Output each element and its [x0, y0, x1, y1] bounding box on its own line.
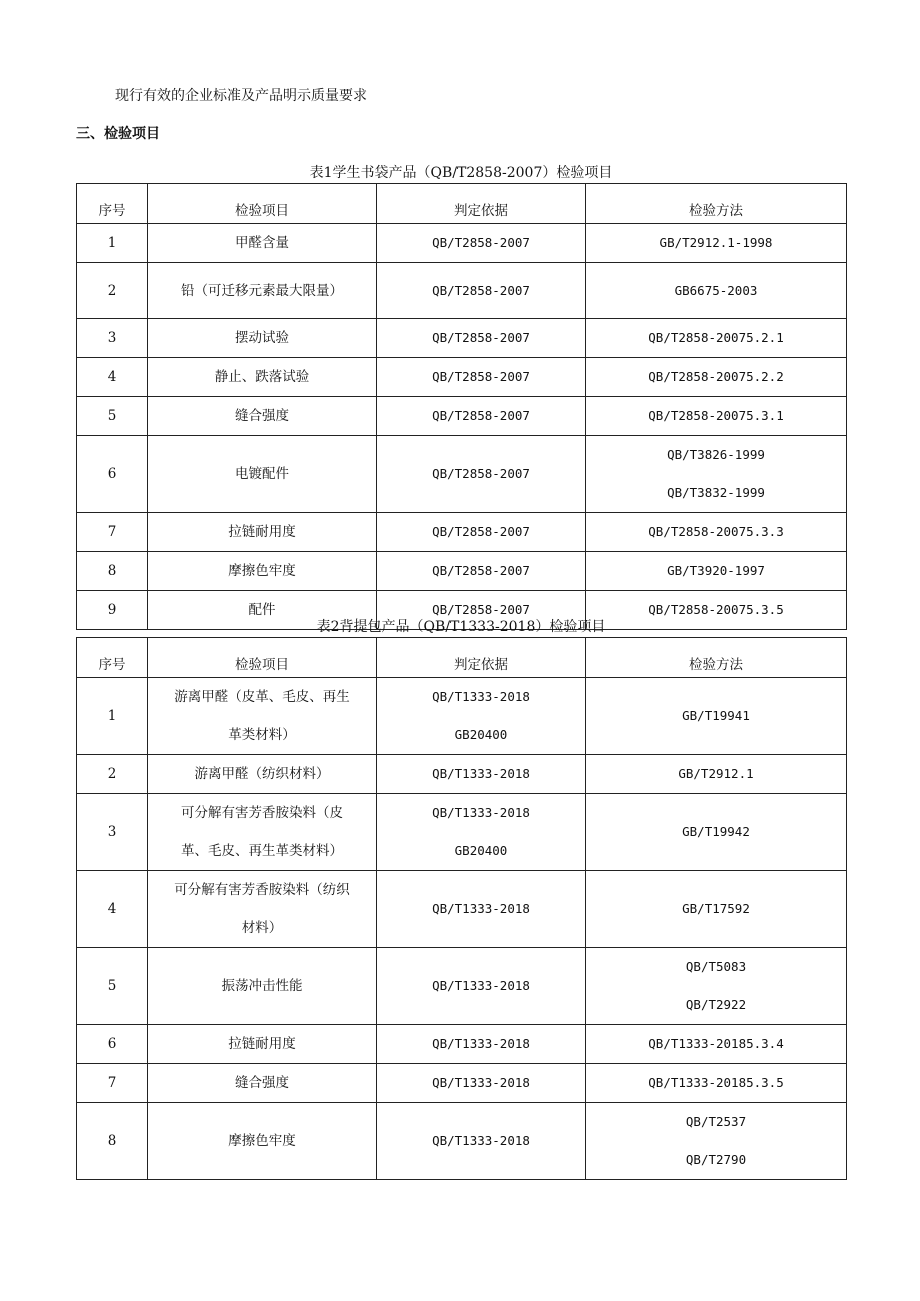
table2-header-item: 检验项目	[148, 638, 377, 678]
cell-method-line: QB/T3826-1999	[667, 447, 765, 462]
table-row	[77, 755, 847, 794]
cell-method	[586, 224, 847, 263]
cell-no-line: 4	[107, 369, 117, 385]
table2-header-method: 检验方法	[586, 638, 847, 678]
table-row	[77, 948, 847, 1025]
cell-basis	[377, 1064, 586, 1103]
cell-method-line: GB/T19942	[682, 824, 750, 839]
table1-header-row	[77, 184, 847, 224]
cell-method	[586, 1103, 847, 1180]
cell-item-line: 缝合强度	[235, 408, 289, 424]
table-row	[77, 263, 847, 319]
cell-no	[77, 552, 148, 591]
cell-method	[586, 794, 847, 871]
table2-caption: 表2背提包产品（QB/T1333-2018）检验项目	[316, 619, 606, 635]
cell-basis	[377, 224, 586, 263]
cell-item-line: 电镀配件	[235, 466, 289, 482]
cell-item	[148, 224, 377, 263]
cell-item-line: 摆动试验	[235, 330, 289, 346]
cell-method-line: QB/T1333-20185.3.5	[648, 1075, 784, 1090]
cell-no-line: 4	[107, 901, 117, 917]
cell-no	[77, 871, 148, 948]
cell-item-line: 铅（可迁移元素最大限量）	[181, 282, 343, 299]
cell-basis-line: QB/T1333-2018	[432, 766, 530, 781]
cell-no	[77, 319, 148, 358]
cell-basis	[377, 436, 586, 513]
table-row	[77, 871, 847, 948]
cell-item-line: 革类材料）	[228, 727, 296, 743]
cell-item	[148, 436, 377, 513]
cell-method-line: GB/T19941	[682, 708, 750, 723]
cell-no	[77, 1103, 148, 1180]
cell-item	[148, 948, 377, 1025]
cell-no	[77, 1064, 148, 1103]
table2-header-no: 序号	[77, 638, 148, 678]
cell-no	[77, 397, 148, 436]
cell-basis	[377, 552, 586, 591]
cell-item-line: 游离甲醛（皮革、毛皮、再生	[174, 689, 350, 705]
cell-item	[148, 397, 377, 436]
cell-item	[148, 794, 377, 871]
cell-method	[586, 678, 847, 755]
cell-item	[148, 871, 377, 948]
cell-item	[148, 1064, 377, 1103]
cell-no-line: 7	[107, 524, 117, 540]
cell-method	[586, 948, 847, 1025]
cell-method	[586, 358, 847, 397]
cell-basis-line: QB/T2858-2007	[432, 330, 530, 345]
table1-header-basis: 判定依据	[377, 184, 586, 224]
cell-method	[586, 755, 847, 794]
cell-item-line: 可分解有害芳香胺染料（皮	[181, 805, 343, 821]
cell-basis-line: GB20400	[454, 843, 508, 858]
cell-method	[586, 397, 847, 436]
table1-caption: 表1学生书袋产品（QB/T2858-2007）检验项目	[309, 165, 613, 181]
cell-method-line: QB/T5083	[685, 959, 747, 974]
cell-basis-line: QB/T2858-2007	[432, 282, 530, 298]
cell-item	[148, 755, 377, 794]
cell-basis-line: QB/T2858-2007	[432, 602, 530, 617]
cell-method-line: GB6675-2003	[674, 282, 758, 298]
cell-basis	[377, 397, 586, 436]
cell-method	[586, 263, 847, 319]
cell-item-line: 摩擦色牢度	[228, 1133, 296, 1149]
cell-no	[77, 755, 148, 794]
cell-item-line: 振荡冲击性能	[221, 978, 303, 994]
table1-header-method: 检验方法	[586, 184, 847, 224]
cell-method-line: QB/T2858-20075.2.2	[648, 369, 784, 384]
table-row	[77, 319, 847, 358]
cell-basis-line: QB/T1333-2018	[432, 978, 530, 993]
cell-no-line: 1	[107, 235, 117, 251]
cell-item-line: 甲醛含量	[235, 235, 289, 251]
cell-no-line: 2	[107, 282, 117, 299]
cell-item	[148, 678, 377, 755]
cell-no-line: 6	[107, 1036, 117, 1052]
cell-no-line: 2	[107, 766, 117, 782]
cell-no-line: 8	[107, 1133, 117, 1149]
cell-item-line: 摩擦色牢度	[228, 563, 296, 579]
cell-method	[586, 513, 847, 552]
cell-item	[148, 552, 377, 591]
cell-method-line: QB/T3832-1999	[667, 485, 765, 500]
table-row	[77, 358, 847, 397]
cell-no	[77, 358, 148, 397]
cell-basis-line: QB/T2858-2007	[432, 408, 530, 423]
cell-item	[148, 1025, 377, 1064]
cell-method-line: QB/T2790	[685, 1152, 747, 1167]
cell-basis	[377, 755, 586, 794]
cell-basis	[377, 319, 586, 358]
cell-basis-line: QB/T2858-2007	[432, 563, 530, 578]
cell-item-line: 游离甲醛（纺织材料）	[194, 766, 330, 782]
cell-item-line: 配件	[248, 602, 276, 618]
table2	[76, 637, 847, 1180]
cell-method-line: GB/T3920-1997	[667, 563, 765, 578]
cell-method-line: QB/T2858-20075.2.1	[648, 330, 784, 345]
cell-no-line: 5	[107, 978, 117, 994]
cell-basis	[377, 263, 586, 319]
cell-no-line: 1	[107, 708, 117, 724]
cell-item-line: 材料）	[241, 920, 283, 936]
cell-item-line: 缝合强度	[235, 1075, 289, 1091]
cell-method-line: QB/T2922	[685, 997, 747, 1012]
cell-item	[148, 1103, 377, 1180]
table-row	[77, 1025, 847, 1064]
cell-item-line: 可分解有害芳香胺染料（纺织	[174, 882, 350, 898]
cell-basis-line: QB/T1333-2018	[432, 689, 530, 704]
cell-item-line: 革、毛皮、再生革类材料）	[181, 843, 343, 859]
table1	[76, 183, 847, 630]
table-row	[77, 436, 847, 513]
table-row	[77, 678, 847, 755]
cell-item	[148, 319, 377, 358]
cell-no	[77, 263, 148, 319]
cell-no	[77, 678, 148, 755]
cell-item	[148, 358, 377, 397]
cell-basis	[377, 1103, 586, 1180]
cell-basis	[377, 1025, 586, 1064]
cell-no	[77, 436, 148, 513]
cell-basis	[377, 513, 586, 552]
cell-basis-line: QB/T1333-2018	[432, 1075, 530, 1090]
cell-method	[586, 436, 847, 513]
cell-basis	[377, 678, 586, 755]
cell-basis-line: QB/T1333-2018	[432, 805, 530, 820]
cell-item	[148, 513, 377, 552]
cell-no-line: 7	[107, 1075, 117, 1091]
table-row	[77, 513, 847, 552]
cell-no	[77, 794, 148, 871]
section-title: 三、检验项目	[76, 126, 160, 142]
cell-basis-line: QB/T1333-2018	[432, 1036, 530, 1051]
cell-no-line: 3	[107, 824, 117, 840]
cell-no-line: 5	[107, 408, 117, 424]
cell-item-line: 拉链耐用度	[228, 524, 296, 540]
cell-method	[586, 871, 847, 948]
cell-basis-line: QB/T2858-2007	[432, 235, 530, 250]
cell-method	[586, 552, 847, 591]
cell-item	[148, 263, 377, 319]
cell-basis	[377, 948, 586, 1025]
cell-basis-line: QB/T1333-2018	[432, 901, 530, 916]
cell-method-line: GB/T17592	[682, 901, 750, 916]
cell-basis	[377, 871, 586, 948]
cell-method	[586, 1064, 847, 1103]
table-row	[77, 1064, 847, 1103]
table-row	[77, 1103, 847, 1180]
cell-basis	[377, 358, 586, 397]
cell-method-line: GB/T2912.1	[678, 766, 754, 781]
cell-no-line: 8	[107, 563, 117, 579]
cell-no-line: 9	[107, 602, 117, 618]
cell-method	[586, 319, 847, 358]
table-row	[77, 224, 847, 263]
cell-method-line: QB/T1333-20185.3.4	[648, 1036, 784, 1051]
table-row	[77, 397, 847, 436]
intro-paragraph: 现行有效的企业标准及产品明示质量要求	[115, 88, 367, 104]
table-row	[77, 794, 847, 871]
cell-method-line: QB/T2858-20075.3.5	[648, 602, 784, 617]
table2-header-row	[77, 638, 847, 678]
cell-basis-line: QB/T1333-2018	[432, 1133, 530, 1148]
cell-basis	[377, 794, 586, 871]
cell-no	[77, 224, 148, 263]
table1-header-no: 序号	[77, 184, 148, 224]
cell-no-line: 3	[107, 330, 117, 346]
cell-method-line: QB/T2858-20075.3.3	[648, 524, 784, 539]
table2-header-basis: 判定依据	[377, 638, 586, 678]
cell-method-line: QB/T2858-20075.3.1	[648, 408, 784, 423]
cell-basis-line: QB/T2858-2007	[432, 369, 530, 384]
table-row	[77, 552, 847, 591]
cell-no	[77, 513, 148, 552]
cell-basis-line: QB/T2858-2007	[432, 466, 530, 481]
cell-basis-line: GB20400	[454, 727, 508, 742]
cell-basis-line: QB/T2858-2007	[432, 524, 530, 539]
cell-no-line: 6	[107, 466, 117, 482]
cell-no	[77, 948, 148, 1025]
cell-no	[77, 1025, 148, 1064]
cell-method	[586, 1025, 847, 1064]
cell-method-line: GB/T2912.1-1998	[659, 235, 773, 250]
cell-item-line: 拉链耐用度	[228, 1036, 296, 1052]
table1-header-item: 检验项目	[148, 184, 377, 224]
cell-method-line: QB/T2537	[685, 1114, 747, 1129]
cell-item-line: 静止、跌落试验	[214, 369, 310, 385]
